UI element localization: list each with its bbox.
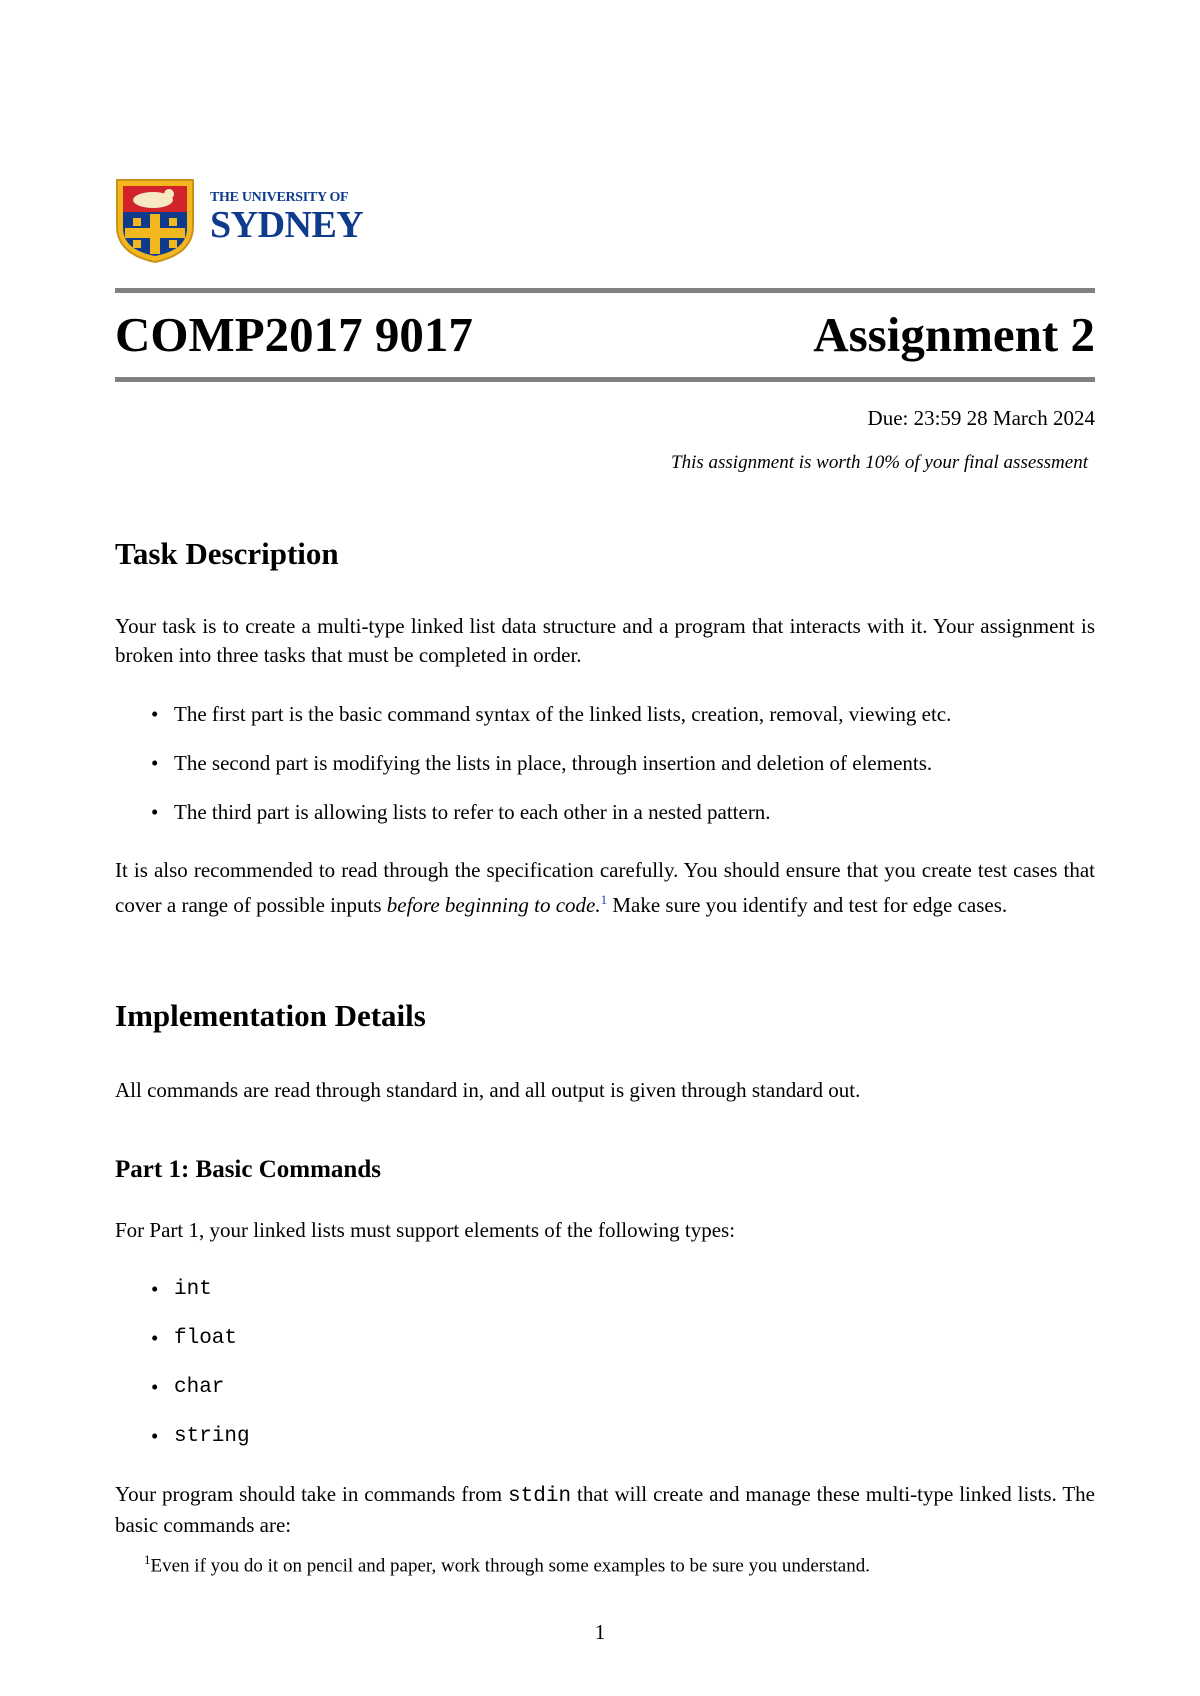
task-heading: Task Description [115,536,339,571]
footnote [144,1552,870,1577]
impl-heading: Implementation Details [115,998,426,1033]
logo-line2: SYDNEY [210,204,364,246]
bullet-icon: • [151,751,159,775]
university-crest-icon [113,176,197,264]
footnote-ref-link[interactable]: 1 [600,892,608,907]
emphasis-text: before beginning to code. [386,893,601,917]
task-intro: Your task is to create a multi-type linked list data structure and a program that interacts with it. Your assignment is broken into three tasks that must be completed in order. [115,614,1095,667]
logo-line1: THE UNIVERSITY OF [210,190,349,205]
bullet-icon: • [151,800,159,824]
top-rule [115,288,1095,293]
impl-intro: All commands are read through standard in, and all output is given through standard out. [115,1078,861,1102]
bullet-icon: • [151,702,159,726]
assignment-title: Assignment 2 [813,307,1095,362]
course-code: COMP2017 9017 [115,307,473,362]
type-float: float [174,1327,238,1350]
part1-heading: Part 1: Basic Commands [115,1156,381,1183]
type-int: int [174,1278,212,1301]
footnote-mark: 1 [144,1552,151,1567]
recommendation-paragraph: It is also recommended to read through the specification carefully. You should ensure that you create test cases that cover a range of possible inputs before beginning to code.$^1$ Make sure you identify and test for edge cases. [115,858,1095,917]
page-number: 1 [594,1620,606,1644]
worth-note: This assignment is worth 10% of your final assessment [671,452,1088,473]
commands-paragraph: Your program should take in commands from stdin that will create and manage these multi-type linked lists. The basic commands are: [115,1482,1095,1537]
due-date: Due: 23:59 28 March 2024 [867,406,1095,430]
part1-intro: For Part 1, your linked lists must support elements of the following types: [115,1218,736,1242]
type-char: char [174,1376,225,1399]
bullet-icon: • [151,1375,159,1399]
bullet-icon: • [151,1326,159,1350]
logo-wordmark [210,190,363,244]
bullet-icon: • [151,1277,159,1301]
type-string: string [174,1425,250,1448]
footnote-text: Even if you do it on pencil and paper, work through some examples to be sure you understand. [150,1555,870,1577]
stdin-code: stdin [508,1485,572,1508]
university-logo [113,176,373,264]
bottom-rule [115,377,1095,382]
bullet-icon: • [151,1424,159,1448]
